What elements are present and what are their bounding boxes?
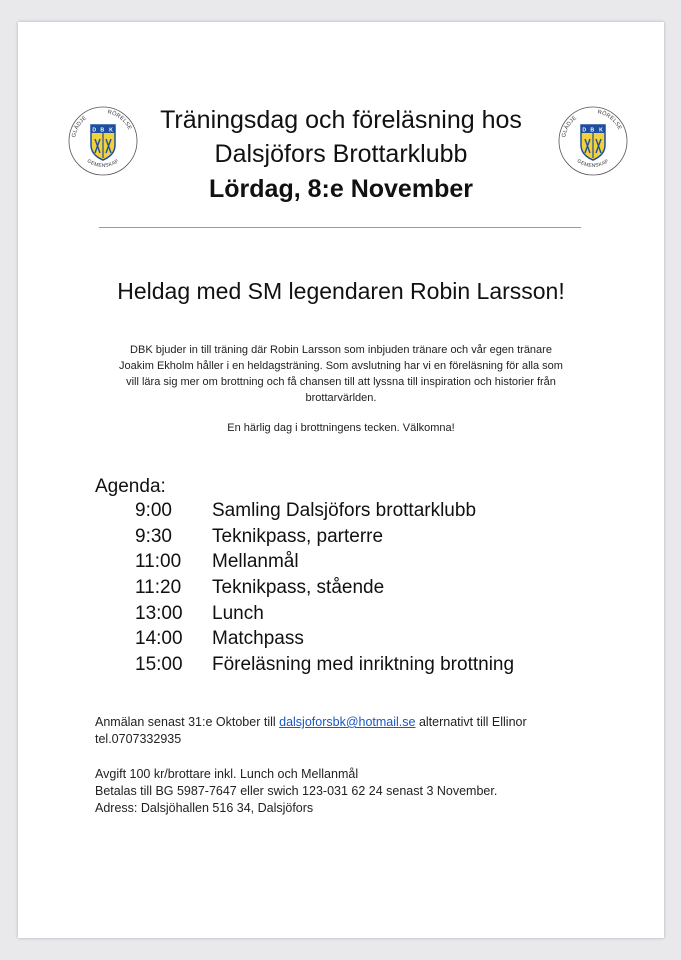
agenda-time: 9:30 <box>135 525 172 547</box>
logo-letter: K <box>599 127 603 134</box>
logo-letter: D <box>92 127 97 134</box>
agenda-time: 13:00 <box>135 602 183 624</box>
agenda-activity: Föreläsning med inriktning brottning <box>212 654 515 676</box>
headline: Heldag med SM legendaren Robin Larsson! <box>117 278 565 304</box>
flyer-page <box>18 22 664 938</box>
logo-text-bottom: GEMENSKAP <box>85 158 121 170</box>
logo-letter: B <box>100 127 105 134</box>
logo-text-top-right: RÖRELSE <box>106 109 133 132</box>
intro-line: brottarvärlden. <box>305 392 377 404</box>
registration-text-after: alternativt till Ellinor <box>415 715 527 729</box>
agenda-item <box>135 524 514 550</box>
agenda-time: 11:00 <box>135 551 182 573</box>
agenda-item <box>135 575 514 601</box>
payment-line: Betalas till BG 5987-7647 eller swich 123-031 62 24 senast 3 November. <box>95 784 498 798</box>
agenda-label: Agenda: <box>95 476 166 497</box>
event-date: Lördag, 8:e November <box>209 175 473 203</box>
agenda-item <box>135 652 514 678</box>
agenda-item <box>135 498 514 524</box>
agenda-list <box>135 498 514 678</box>
logo-letter: D <box>582 127 587 134</box>
phone-number: tel.0707332935 <box>95 732 182 746</box>
title-line-1: Träningsdag och föreläsning hos <box>160 106 522 134</box>
divider <box>99 227 581 228</box>
address-line: Adress: Dalsjöhallen 516 34, Dalsjöfors <box>95 801 314 815</box>
agenda-time: 11:20 <box>135 577 182 599</box>
agenda-activity: Teknikpass, stående <box>212 577 385 599</box>
logo-text-top-right: RÖRELSE <box>596 109 623 132</box>
agenda-activity: Lunch <box>212 602 264 624</box>
agenda-time: 15:00 <box>135 654 183 676</box>
logo-text-bottom: GEMENSKAP <box>575 158 611 170</box>
registration-info <box>95 714 527 748</box>
title-line-2: Dalsjöfors Brottarklubb <box>214 140 468 168</box>
intro-line: DBK bjuder in till träning där Robin Larsson som inbjuden tränare och vår egen tränare <box>130 344 552 356</box>
agenda-activity: Teknikpass, parterre <box>212 525 384 547</box>
logo-letter: B <box>590 127 595 134</box>
logo-text-top-left: GLÄDJE <box>561 114 579 138</box>
registration-text: Anmälan senast 31:e Oktober till <box>95 715 280 729</box>
agenda-item <box>135 626 514 652</box>
email-link[interactable]: dalsjoforsbk@hotmail.se <box>279 715 416 729</box>
fee-line: Avgift 100 kr/brottare inkl. Lunch och Mellanmål <box>95 767 359 781</box>
logo-text-top-left: GLÄDJE <box>71 114 89 138</box>
agenda-time: 14:00 <box>135 628 183 650</box>
intro-line: Joakim Ekholm håller i en heldagsträning. Som avslutning har vi en föreläsning för alla som <box>119 360 563 372</box>
intro-line: vill lära sig mer om brottning och få chansen till att lyssna till inspiration och historier från <box>126 376 556 388</box>
welcome-text: En härlig dag i brottningens tecken. Välkomna! <box>227 422 455 434</box>
agenda-item <box>135 549 514 575</box>
intro-paragraph <box>100 342 582 406</box>
agenda-activity: Matchpass <box>212 628 304 650</box>
logo-letter: K <box>109 127 113 134</box>
fee-info <box>95 766 497 817</box>
agenda-item <box>135 601 514 627</box>
agenda-time: 9:00 <box>135 500 172 521</box>
agenda-activity: Mellanmål <box>212 551 299 573</box>
agenda-activity: Samling Dalsjöfors brottarklubb <box>212 500 477 521</box>
